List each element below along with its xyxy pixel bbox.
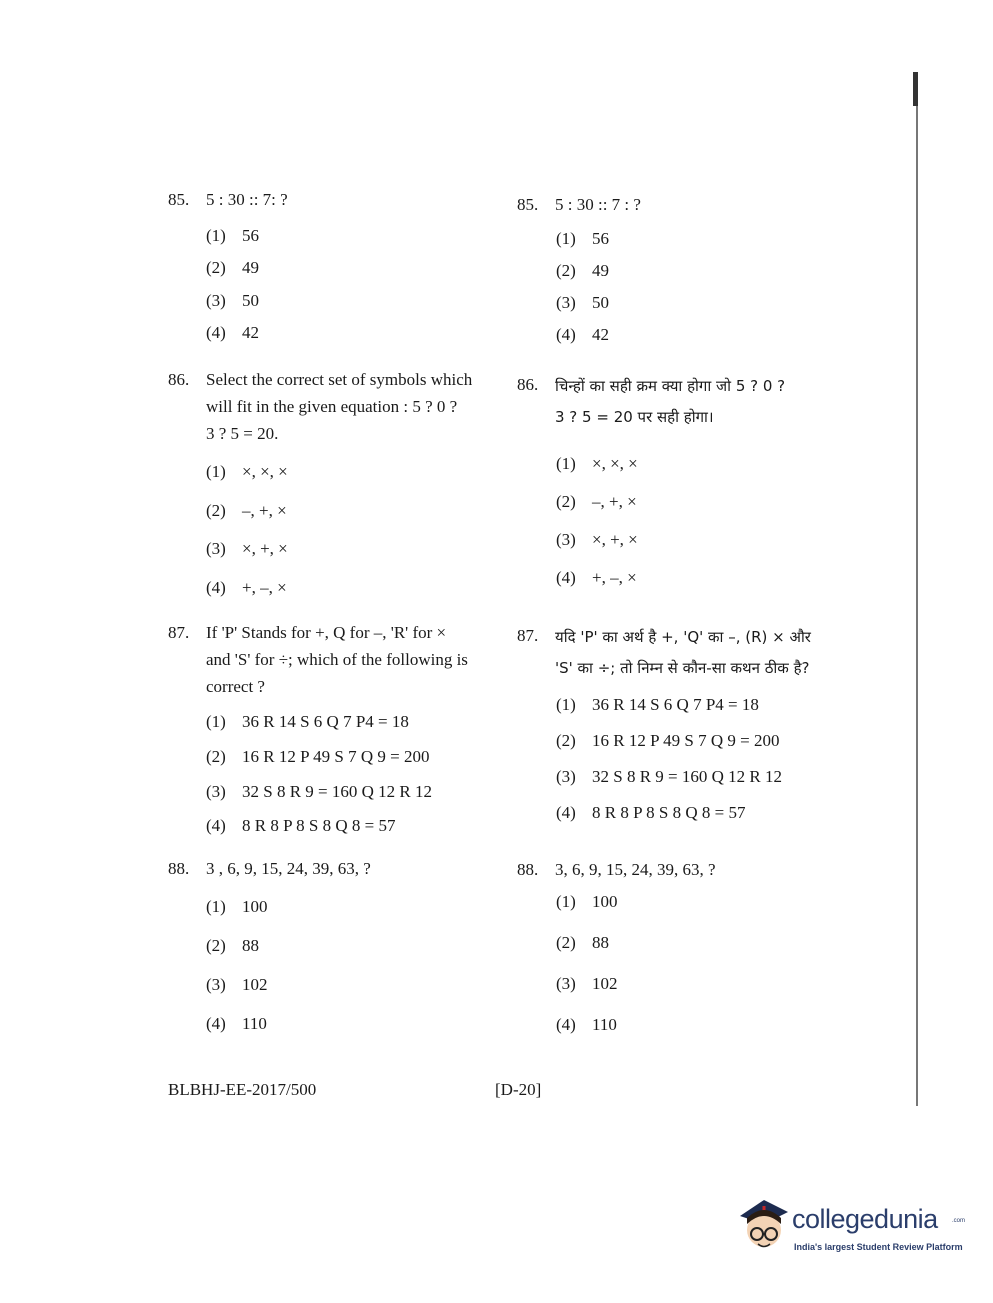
- question-number: 88.: [517, 860, 539, 879]
- option-text: +, –, ×: [592, 568, 637, 587]
- answer-option: [556, 803, 745, 823]
- option-text: 42: [592, 325, 609, 344]
- logo-wordmark: collegedunia: [792, 1204, 938, 1234]
- question-stem: 5 : 30 :: 7: ?: [206, 190, 288, 209]
- answer-option: [556, 892, 618, 912]
- option-number: (3): [206, 782, 226, 801]
- option-text: –, +, ×: [592, 492, 637, 511]
- option-number: (3): [556, 767, 576, 786]
- option-text: 102: [242, 975, 268, 994]
- page-edge-mark: [913, 72, 918, 106]
- answer-option: [556, 695, 759, 715]
- option-text: ×, +, ×: [592, 530, 638, 549]
- option-number: (3): [556, 530, 576, 549]
- option-text: +, –, ×: [242, 578, 287, 597]
- answer-option: [556, 325, 609, 345]
- option-number: (2): [556, 261, 576, 280]
- answer-option: [556, 492, 637, 512]
- option-number: (4): [556, 325, 576, 344]
- question-stem: 5 : 30 :: 7 : ?: [555, 195, 641, 214]
- answer-option: [556, 530, 638, 550]
- question-number: 87.: [517, 626, 539, 645]
- option-number: (1): [206, 897, 226, 916]
- question-number: 85.: [517, 195, 539, 214]
- answer-option: [206, 975, 268, 995]
- question-stem-line: 3 ? 5 = 20.: [206, 424, 279, 443]
- option-number: (2): [556, 492, 576, 511]
- question-stem-line: and 'S' for ÷; which of the following is: [206, 650, 468, 669]
- option-number: (3): [556, 974, 576, 993]
- option-number: (2): [206, 747, 226, 766]
- option-text: 88: [592, 933, 609, 952]
- answer-option: [556, 261, 609, 281]
- option-number: (4): [206, 323, 226, 342]
- answer-option: [556, 568, 637, 588]
- answer-option: [206, 936, 259, 956]
- answer-option: [206, 747, 429, 767]
- option-text: 50: [592, 293, 609, 312]
- option-text: 110: [592, 1015, 617, 1034]
- option-number: (3): [206, 975, 226, 994]
- option-number: (2): [206, 936, 226, 955]
- option-number: (4): [206, 816, 226, 835]
- option-number: (2): [556, 731, 576, 750]
- option-number: (3): [556, 293, 576, 312]
- option-text: 49: [592, 261, 609, 280]
- question-number: 85.: [168, 190, 190, 209]
- option-text: 32 S 8 R 9 = 160 Q 12 R 12: [592, 767, 782, 786]
- answer-option: [206, 258, 259, 278]
- question-stem-line: चिन्हों का सही क्रम क्या होगा जो 5 ? 0 ?: [555, 377, 786, 395]
- answer-option: [556, 229, 609, 249]
- option-text: 8 R 8 P 8 S 8 Q 8 = 57: [592, 803, 746, 822]
- option-number: (3): [206, 539, 226, 558]
- answer-option: [206, 816, 395, 836]
- question-stem-line: correct ?: [206, 677, 265, 696]
- option-text: 32 S 8 R 9 = 160 Q 12 R 12: [242, 782, 432, 801]
- question-stem-line: 'S' का ÷; तो निम्न से कौन-सा कथन ठीक है?: [555, 659, 810, 677]
- option-text: –, +, ×: [242, 501, 287, 520]
- option-number: (3): [206, 291, 226, 310]
- answer-option: [556, 974, 618, 994]
- answer-option: [556, 731, 779, 751]
- option-text: 100: [592, 892, 618, 911]
- mascot-icon: [734, 1194, 792, 1260]
- question-number: 87.: [168, 623, 190, 642]
- answer-option: [206, 226, 259, 246]
- question-stem-line: 3 ? 5 = 20 पर सही होगा।: [555, 408, 714, 426]
- answer-option: [206, 501, 287, 521]
- page-number: [D-20]: [495, 1080, 542, 1099]
- logo-domain-suffix: .com: [952, 1218, 966, 1224]
- question-stem-line: If 'P' Stands for +, Q for –, 'R' for ×: [206, 623, 447, 642]
- option-text: 88: [242, 936, 259, 955]
- question-stem-line: यदि 'P' का अर्थ है +, 'Q' का –, (R) × और: [555, 628, 811, 646]
- option-number: (1): [556, 229, 576, 248]
- question-number: 88.: [168, 859, 190, 878]
- option-number: (2): [206, 501, 226, 520]
- question-stem-line: will fit in the given equation : 5 ? 0 ?: [206, 397, 458, 416]
- answer-option: [556, 767, 782, 787]
- option-text: 36 R 14 S 6 Q 7 P4 = 18: [242, 712, 409, 731]
- answer-option: [556, 454, 638, 474]
- option-number: (1): [206, 462, 226, 481]
- answer-option: [206, 323, 259, 343]
- answer-option: [206, 897, 268, 917]
- option-number: (1): [206, 712, 226, 731]
- option-text: 16 R 12 P 49 S 7 Q 9 = 200: [242, 747, 430, 766]
- option-number: (4): [206, 1014, 226, 1033]
- page-edge-line: [916, 106, 918, 1106]
- option-text: 56: [592, 229, 609, 248]
- answer-option: [556, 933, 609, 953]
- option-text: 8 R 8 P 8 S 8 Q 8 = 57: [242, 816, 396, 835]
- option-number: (1): [556, 892, 576, 911]
- option-number: (1): [556, 454, 576, 473]
- answer-option: [556, 1015, 617, 1035]
- answer-option: [206, 1014, 267, 1034]
- answer-option: [556, 293, 609, 313]
- option-text: 56: [242, 226, 259, 245]
- option-text: 16 R 12 P 49 S 7 Q 9 = 200: [592, 731, 780, 750]
- option-text: ×, ×, ×: [592, 454, 638, 473]
- question-number: 86.: [517, 375, 539, 394]
- option-number: (1): [206, 226, 226, 245]
- option-text: 102: [592, 974, 618, 993]
- option-number: (4): [556, 803, 576, 822]
- option-text: 50: [242, 291, 259, 310]
- option-number: (4): [556, 568, 576, 587]
- option-text: 42: [242, 323, 259, 342]
- option-text: 36 R 14 S 6 Q 7 P4 = 18: [592, 695, 759, 714]
- option-number: (2): [206, 258, 226, 277]
- option-text: 100: [242, 897, 268, 916]
- question-number: 86.: [168, 370, 190, 389]
- collegedunia-logo: [734, 1194, 964, 1264]
- answer-option: [206, 782, 432, 802]
- paper-code: BLBHJ-EE-2017/500: [168, 1080, 317, 1099]
- question-stem: 3, 6, 9, 15, 24, 39, 63, ?: [555, 860, 716, 879]
- answer-option: [206, 712, 409, 732]
- answer-option: [206, 578, 287, 598]
- answer-option: [206, 462, 288, 482]
- option-text: 110: [242, 1014, 267, 1033]
- question-stem-line: Select the correct set of symbols which: [206, 370, 473, 389]
- option-number: (1): [556, 695, 576, 714]
- option-text: 49: [242, 258, 259, 277]
- answer-option: [206, 291, 259, 311]
- option-number: (2): [556, 933, 576, 952]
- option-text: ×, +, ×: [242, 539, 288, 558]
- logo-tagline: India's largest Student Review Platform: [794, 1242, 963, 1252]
- question-stem: 3 , 6, 9, 15, 24, 39, 63, ?: [206, 859, 371, 878]
- option-text: ×, ×, ×: [242, 462, 288, 481]
- option-number: (4): [206, 578, 226, 597]
- option-number: (4): [556, 1015, 576, 1034]
- answer-option: [206, 539, 288, 559]
